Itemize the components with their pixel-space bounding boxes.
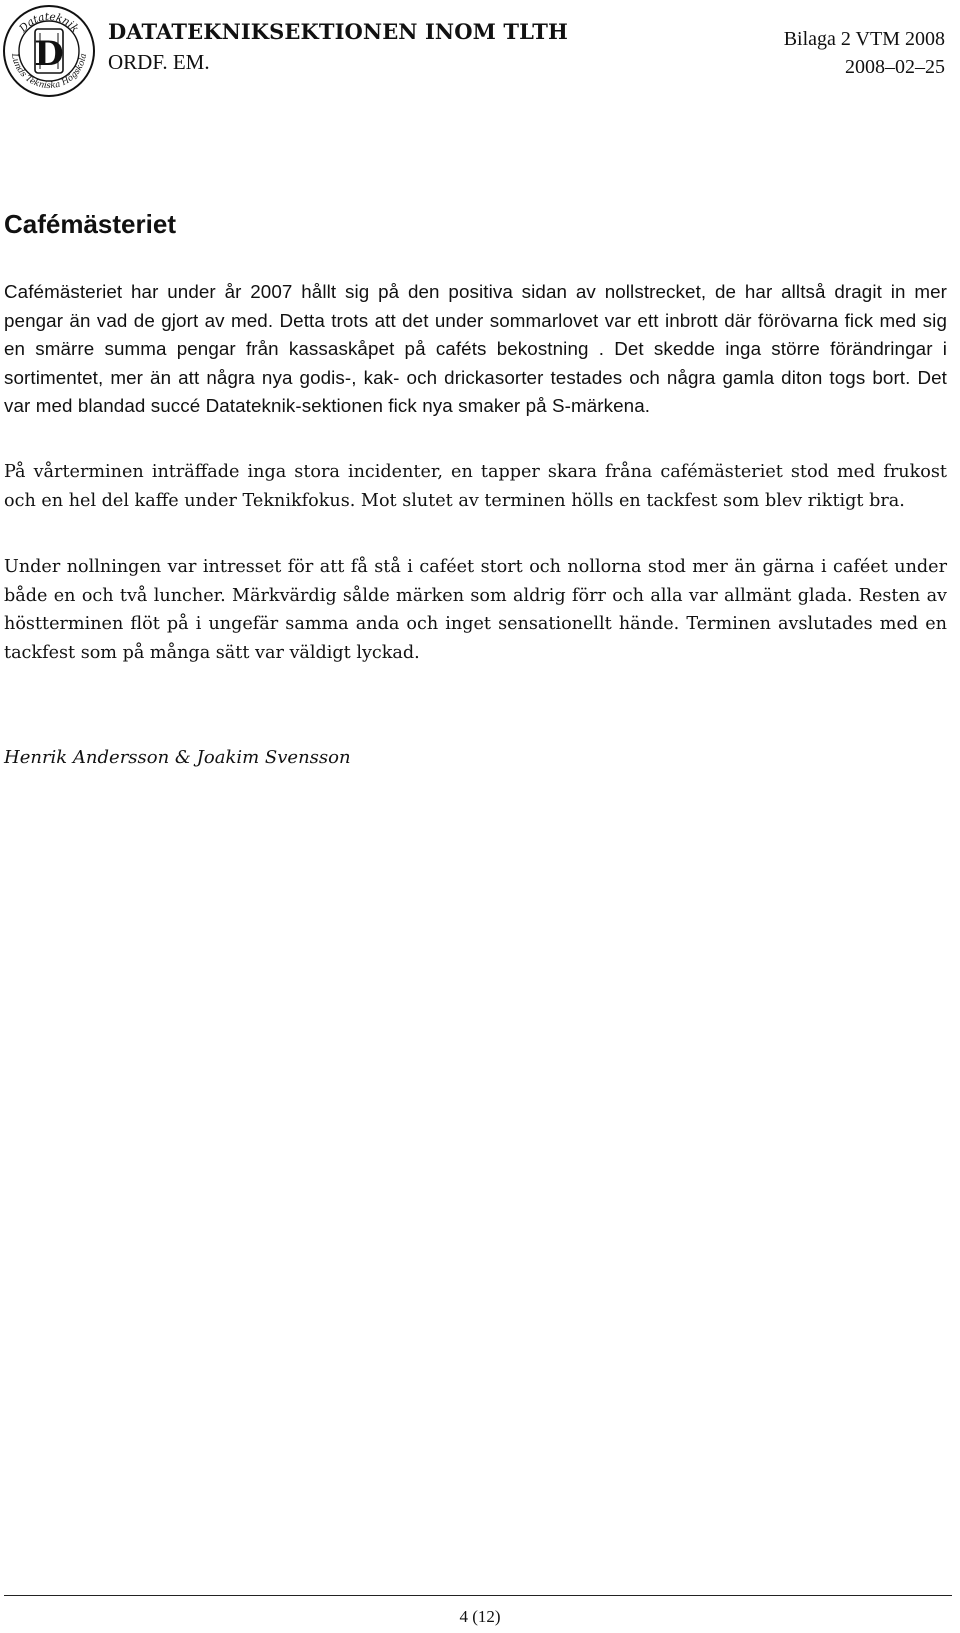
organization-subtitle: ORDF. EM. bbox=[108, 50, 210, 74]
section-title: Cafémästeriet bbox=[4, 209, 176, 239]
page-number: 4 (12) bbox=[459, 1607, 501, 1626]
document-date: 2008–02–25 bbox=[845, 56, 945, 78]
svg-text:Datateknik bbox=[16, 11, 81, 36]
body-paragraph-3: Under nollningen var intresset för att få stå i caféet stort och nollorna stod mer än gärna i caféet under både en och två luncher. Märkvärdig sålde märken som aldrig förr och alla var allmänt glada. Resten av höstterminen flöt på i ungefär samma anda och inget sensationellt hände. Terminen avslutades med en tackfest som på många sätt var väldigt lyckad. bbox=[4, 557, 947, 663]
footer-divider bbox=[4, 1595, 952, 1596]
logo-text-bottom: Lunds Tekniska Högskola bbox=[9, 52, 89, 92]
logo-text-top: Datateknik bbox=[17, 10, 81, 35]
logo-numeral: D bbox=[34, 34, 64, 74]
body-paragraph-1: Cafémästeriet har under år 2007 hållt sig på den positiva sidan av nollstrecket, de har alltså dragit in mer pengar än vad de gjort av med. Detta trots att det under sommarlovet var ett inbrott där förövarna fick med sig en smärre summa pengar från kassaskåpet på caféts bekostning . Det skedde inga större förändringar i sortimentet, mer än att några nya godis-, kak- och drickasorter testades och några gamla diton togs bort. Det var med blandad succé Datateknik-sektionen fick nya smaker på S-märkena. bbox=[4, 281, 947, 416]
section-logo bbox=[2, 4, 96, 98]
signature: Henrik Andersson & Joakim Svensson bbox=[4, 747, 351, 768]
organization-name: DATATEKNIKSEKTIONEN INOM TLTH bbox=[108, 19, 568, 44]
body-paragraph-2: På vårterminen inträffade inga stora incidenter, en tapper skara fråna cafémästeriet stod med frukost och en hel del kaffe under Teknikfokus. Mot slutet av terminen hölls en tackfest som blev riktigt bra. bbox=[4, 462, 947, 511]
document-reference: Bilaga 2 VTM 2008 bbox=[783, 28, 945, 50]
